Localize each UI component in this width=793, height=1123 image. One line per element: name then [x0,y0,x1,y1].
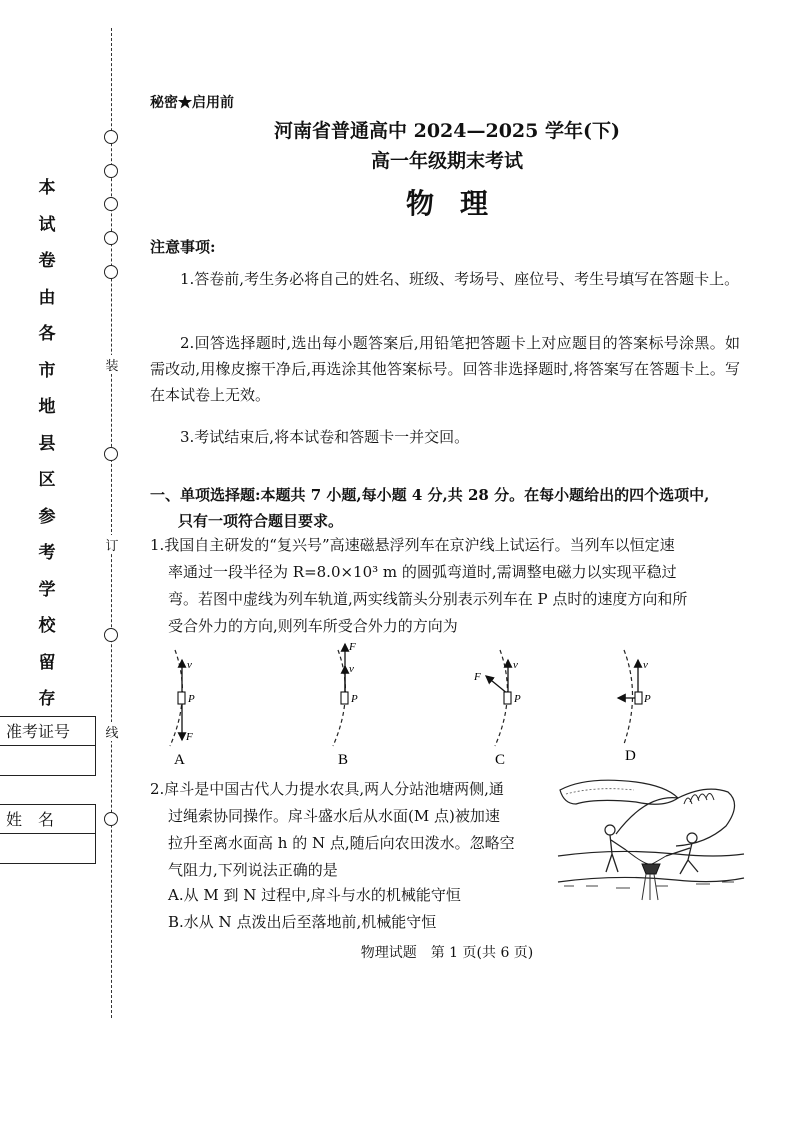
f-label: F [474,671,481,683]
side-notice [36,170,58,718]
side-notice-char: 校 [38,616,56,636]
notice-heading: 注意事项: [150,238,216,256]
side-notice-char: 试 [38,214,56,235]
option-b-label: B [338,752,349,768]
question-text-line: 2.戽斗是中国古代人力提水农具,两人分站池塘两侧,通 [150,780,504,798]
diagram-option-d [618,650,651,764]
v-label: v [513,659,518,671]
name-label: 姓 名 [0,804,96,834]
p-label: P [514,693,521,705]
binding-hole [104,447,118,461]
exam-id-field[interactable] [0,746,96,776]
train-box [178,692,185,704]
p-label: P [188,693,195,705]
section-heading [150,482,740,534]
v-label: v [349,663,354,675]
question-text-line: 率通过一段半径为 R=8.0×10³ m 的圆弧弯道时,需调整电磁力以实现平稳过 [168,563,677,581]
binding-hole [104,812,118,826]
question-text-line: 1.我国自主研发的“复兴号”高速磁悬浮列车在京沪线上试运行。当列车以恒定速 [150,536,675,554]
exam-subtitle: 高一年级期末考试 [370,150,523,172]
side-notice-char: 本 [38,178,56,198]
f-label: F [349,641,356,653]
secret-mark: 秘密★启用前 [150,95,234,111]
side-notice-char: 由 [38,287,56,308]
question-1 [150,532,740,640]
binding-word-zhuang: 装 [104,355,120,374]
exam-title: 河南省普通高中 2024—2025 学年(下) [274,120,620,142]
diagram-option-b [333,641,358,768]
force-arrow [486,676,508,694]
question-text-line: 拉升至离水面高 h 的 N 点,随后向农田泼水。忽略空 [168,834,515,852]
question-2 [150,776,550,884]
diagram-option-a [170,650,195,768]
notice-item: 3.考试结束后,将本试卷和答题卡一并交回。 [180,428,470,446]
page-footer: 物理试题 第 1 页(共 6 页) [360,945,534,961]
side-notice-char: 留 [38,652,56,673]
section-heading-line: 一、单项选择题:本题共 7 小题,每小题 4 分,共 28 分。在每小题给出的四个选项中, [150,486,710,504]
side-notice-char: 县 [38,433,56,454]
side-notice-char: 各 [38,324,56,344]
question-text-line: 受合外力的方向,则列车所受合外力的方向为 [168,617,458,635]
option-a-label: A [174,752,185,768]
question-text-line: 弯。若图中虚线为列车轨道,两实线箭头分别表示列车在 P 点时的速度方向和所 [168,590,688,608]
q2-illustration [556,774,746,902]
binding-hole [104,197,118,211]
exam-id-label: 准考证号 [0,716,96,746]
v-label: v [643,659,648,671]
binding-hole [104,164,118,178]
pond-edge [558,851,744,856]
p-label: P [351,693,358,705]
side-notice-char: 存 [38,689,56,709]
q1-diagrams [150,636,710,770]
side-notice-char: 地 [38,397,56,417]
pond-edge-lower [558,877,744,882]
notice-item: 1.答卷前,考生务必将自己的姓名、班级、考场号、座位号、考生号填写在答题卡上。 [180,270,740,288]
train-box [504,692,511,704]
name-field[interactable] [0,834,96,864]
side-notice-char: 学 [38,579,56,600]
side-notice-char: 参 [38,506,56,527]
notice-item: 2.回答选择题时,选出每小题答案后,用铅笔把答题卡上对应题目的答案标号涂黑。如需改动,用橡皮擦干净后,再选涂其他答案标号。回答非选择题时,将答案写在答题卡上。写在本试卷上无效。 [150,334,740,404]
binding-word-xian: 线 [104,722,120,741]
subject-title: 物理 [405,187,514,220]
binding-hole [104,265,118,279]
left-person [605,825,626,872]
option-d-label: D [625,748,636,764]
q2-option-b: B.水从 N 点泼出后至落地前,机械能守恒 [168,913,437,931]
p-label: P [644,693,651,705]
binding-hole [104,628,118,642]
field-texture [566,789,634,794]
train-box [635,692,642,704]
track-curve [624,650,633,744]
side-notice-char: 卷 [38,251,56,271]
side-notice-char: 区 [38,470,56,490]
question-text-line: 过绳索协同操作。戽斗盛水后从水面(M 点)被加速 [168,807,500,825]
binding-word-ding: 订 [104,535,120,554]
section-heading-line: 只有一项符合题目要求。 [178,512,344,530]
train-box [341,692,348,704]
hill-outline [616,789,735,846]
q2-option-a: A.从 M 到 N 过程中,戽斗与水的机械能守恒 [168,886,461,904]
side-notice-char: 考 [38,543,56,563]
ground-hatching [564,882,734,888]
plant-shape [684,793,714,804]
v-label: v [187,659,192,671]
f-label: F [186,731,193,743]
bucket [642,864,660,874]
diagram-option-c [473,650,521,768]
binding-hole [104,130,118,144]
question-text-line: 气阻力,下列说法正确的是 [168,861,338,879]
option-c-label: C [495,752,506,768]
binding-hole [104,231,118,245]
field-bank [560,780,678,804]
side-notice-char: 市 [38,360,56,381]
